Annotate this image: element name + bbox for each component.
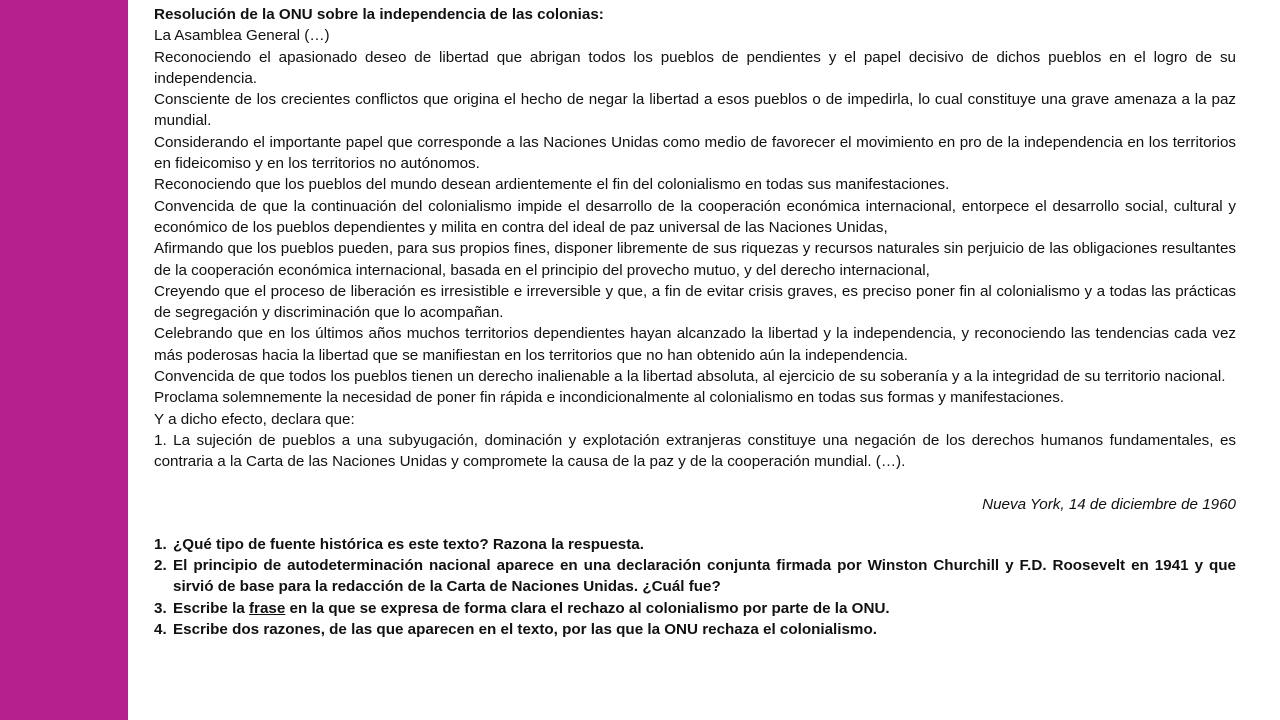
question-item	[154, 555, 1236, 598]
question-item	[154, 534, 1236, 555]
document-date: Nueva York, 14 de diciembre de 1960	[982, 495, 1236, 513]
paragraph: Creyendo que el proceso de liberación es irresistible e irreversible y que, a fin de evitar crisis graves, es preciso poner fin al colonialismo y a todas las prácticas de segregación y discriminación que lo acompañan.	[154, 282, 1236, 322]
question-number: 3.	[154, 599, 167, 617]
question-number: 4.	[154, 621, 167, 639]
question-number: 1.	[154, 535, 167, 553]
paragraph: Convencida de que la continuación del colonialismo impide el desarrollo de la cooperación económica internacional, entorpece el desarrollo social, cultural y económico de los pueblos dependientes y milita en contra del ideal de paz universal de las Naciones Unidas,	[154, 197, 1236, 236]
question-text: Escribe dos razones, de las que aparecen en el texto, por las que la ONU rechaza el colonialismo.	[173, 621, 877, 639]
paragraph: Convencida de que todos los pueblos tienen un derecho inalienable a la libertad absoluta, al ejercicio de su soberanía y a la integridad de su territorio nacional.	[154, 368, 1226, 386]
paragraph: Reconociendo que los pueblos del mundo desean ardientemente el fin del colonialismo en todas sus manifestaciones.	[154, 176, 950, 194]
question-item	[154, 598, 1236, 619]
questions-list	[154, 534, 1236, 640]
paragraph: Considerando el importante papel que corresponde a las Naciones Unidas como medio de favorecer el movimiento en pro de la independencia en los territorios en fideicomiso y en los territorios no autónomos.	[154, 133, 1236, 173]
paragraph: Afirmando que los pueblos pueden, para sus propios fines, disponer libremente de sus riquezas y recursos naturales sin perjuicio de las obligaciones resultantes de la cooperación económica internacional, basada en el principio del provecho mutuo, y del derecho internacional,	[154, 240, 1236, 279]
question-number: 2.	[154, 557, 167, 575]
paragraph: Reconociendo el apasionado deseo de libertad que abrigan todos los pueblos de pendientes y el papel decisivo de dichos pueblos en el logro de su independencia.	[154, 48, 1236, 87]
paragraph: Celebrando que en los últimos años muchos territorios dependientes hayan alcanzado la libertad y la independencia, y reconociendo las tendencias cada vez más poderosas hacia la libertad que se manifiestan en los territorios que no han obtenido aún la independencia.	[154, 325, 1236, 364]
question-text: ¿Qué tipo de fuente histórica es este texto? Razona la respuesta.	[173, 535, 644, 553]
paragraph: Y a dicho efecto, declara que:	[154, 410, 355, 428]
paragraph: La Asamblea General (…)	[154, 27, 330, 45]
question-text-before: Escribe la	[173, 599, 249, 617]
paragraph: Consciente de los crecientes conflictos que origina el hecho de negar la libertad a esos pueblos o de impedirla, lo cual constituye una grave amenaza a la paz mundial.	[154, 91, 1236, 130]
sidebar-accent-bar	[0, 0, 128, 720]
document-title: Resolución de la ONU sobre la independencia de las colonias:	[154, 6, 604, 23]
question-text-after: en la que se expresa de forma clara el rechazo al colonialismo por parte de la ONU.	[285, 599, 890, 617]
question-item	[154, 619, 1236, 640]
paragraph: Proclama solemnemente la necesidad de poner fin rápida e incondicionalmente al colonialismo en todas sus formas y manifestaciones.	[154, 389, 1065, 407]
paragraph: 1. La sujeción de pueblos a una subyugación, dominación y explotación extranjeras constituye una negación de los derechos humanos fundamentales, es contraria a la Carta de las Naciones Unidas y compromete la causa de la paz y de la cooperación mundial. (…).	[154, 431, 1236, 471]
question-text: El principio de autodeterminación nacional aparece en una declaración conjunta firmada por Winston Churchill y F.D. Roosevelt en 1941 y que sirvió de base para la redacción de la Carta de Naciones Unidas. ¿Cuál fue?	[173, 557, 1236, 596]
document-content	[154, 4, 1236, 640]
question-underlined-word: frase	[248, 599, 286, 617]
